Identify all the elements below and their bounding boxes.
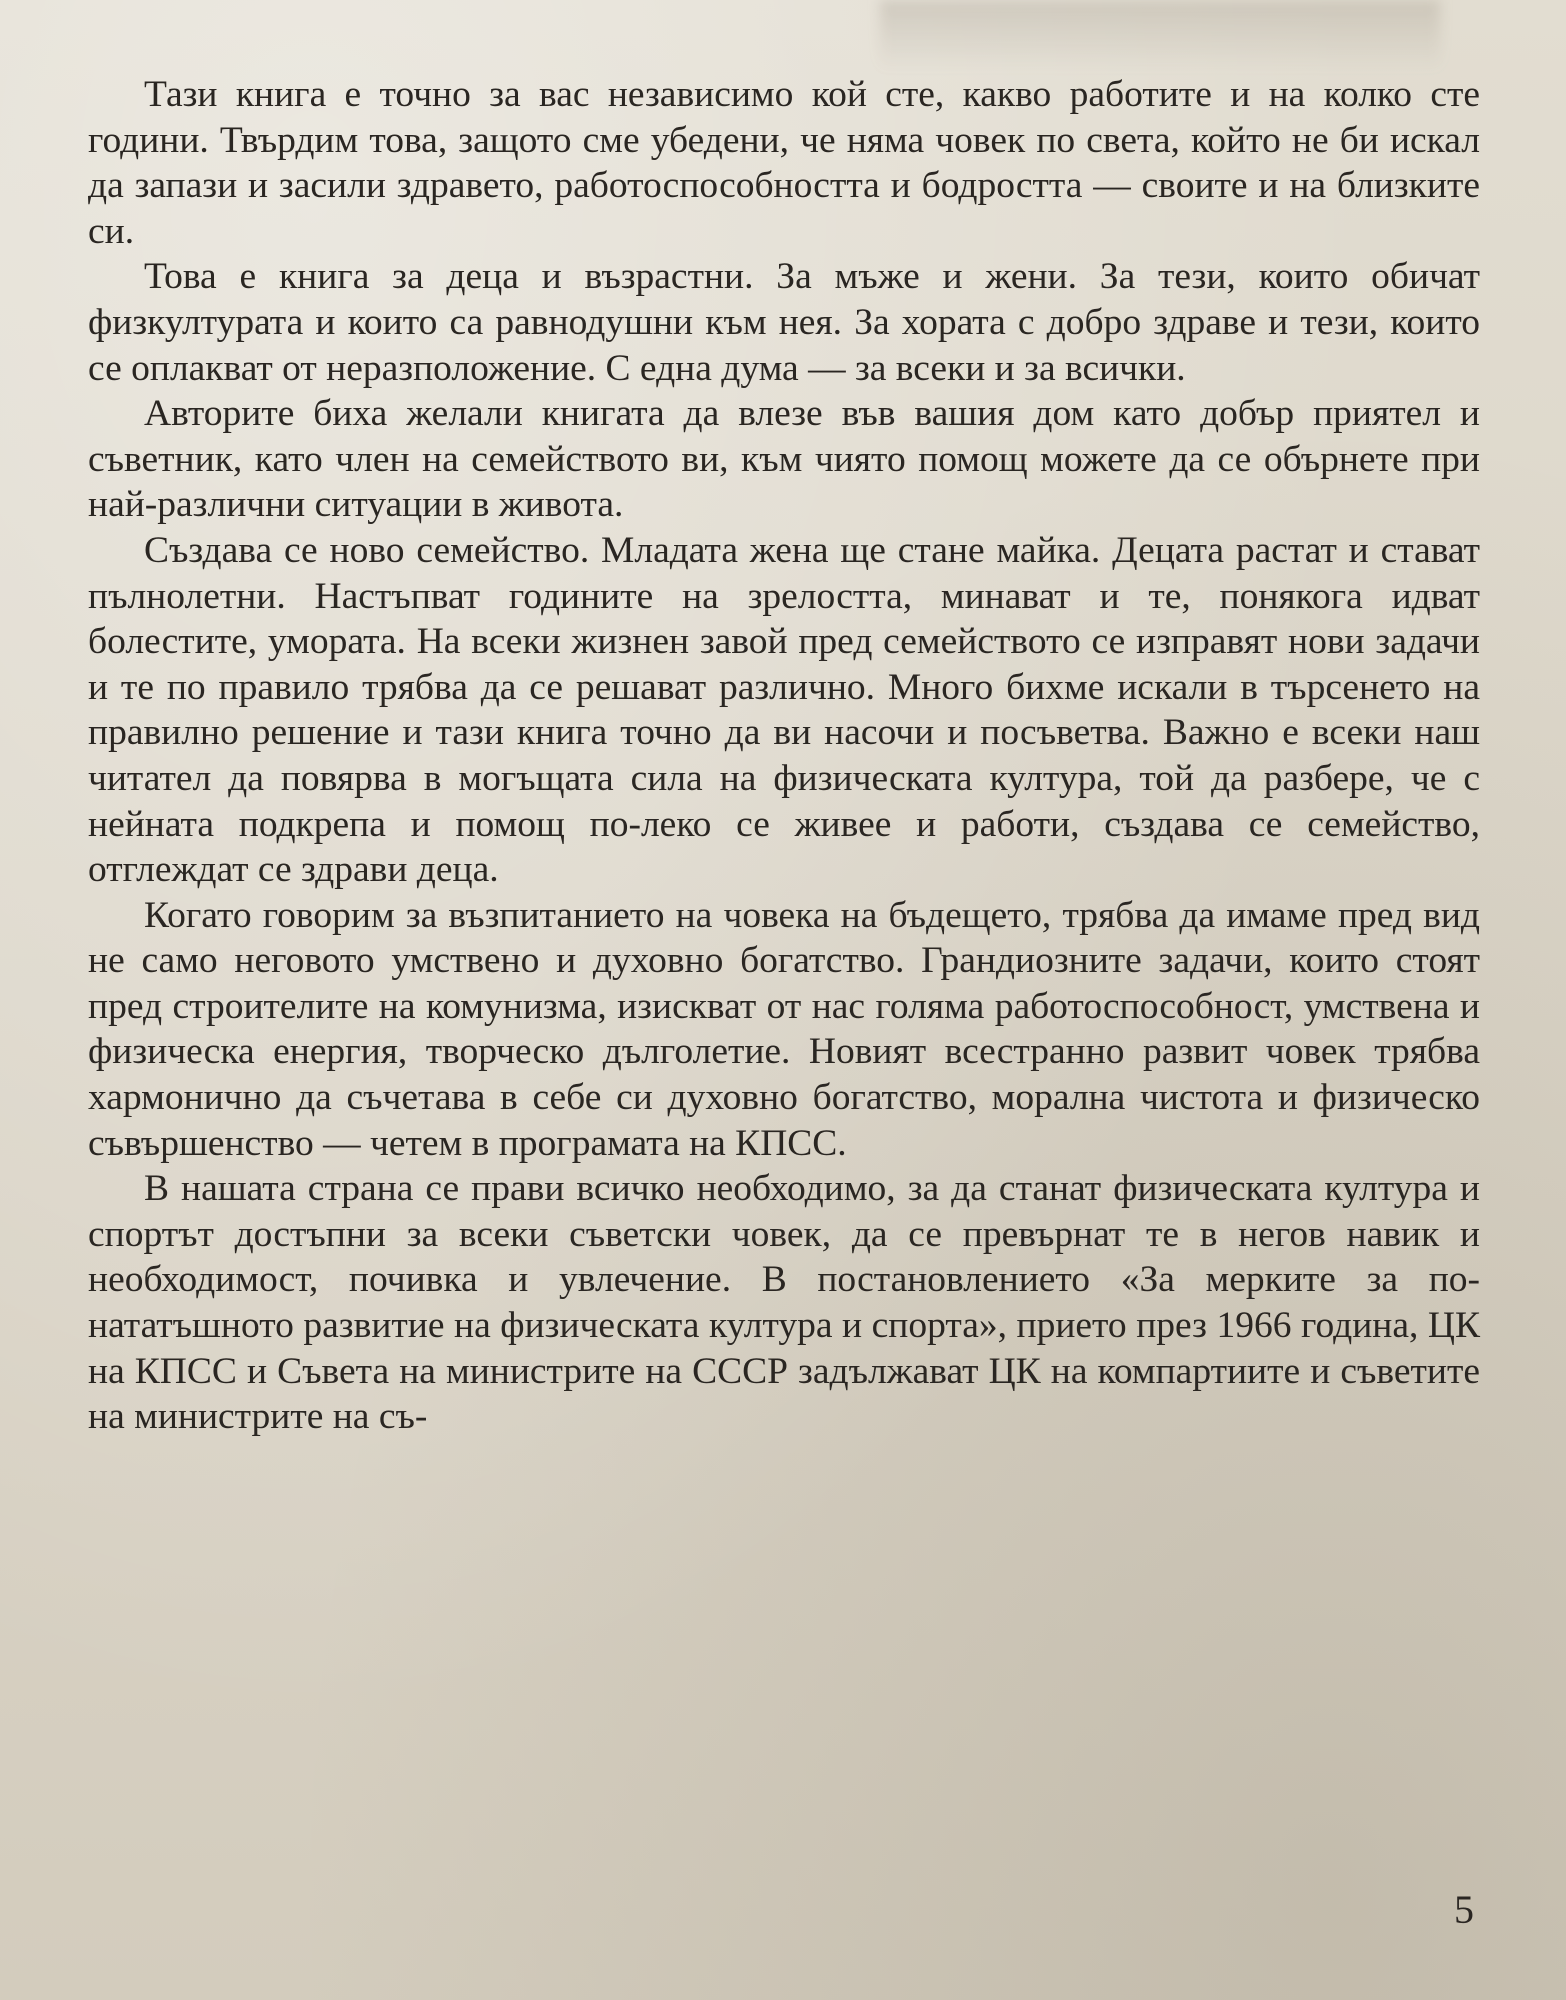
paragraph-2: Това е книга за деца и възрастни. За мъже и жени. За тези, които обичат физкултурата и които са равнодушни към нея. За хората с добро здраве и тези, които се оплакват от неразположение. С една дума — за всеки и за всички. [88, 256, 1480, 389]
paragraph-1: Тази книга е точно за вас независимо кой сте, какво работите и на колко сте години. Твърдим това, защото сме убедени, че няма човек по света, който не би искал да запази и засили здравето, работоспособността и бодростта — своите и на близките си. [88, 74, 1480, 252]
paragraph-6: В нашата страна се прави всичко необходимо, за да станат физическата култура и спортът достъпни за всеки съветски човек, да се превърнат те в негов навик и необходимост, почивка и увлечение. В постановлението «За мерките за по-нататъшното развитие на физическата култура и спорта», прието през 1966 година, ЦК на КПСС и Съвета на министрите на СССР задължават ЦК на компартиите и съветите на министрите на съ- [88, 1168, 1480, 1438]
page-number: 5 [1454, 1887, 1474, 1932]
paragraph-3: Авторите биха желали книгата да влезе във вашия дом като добър приятел и съветник, като член на семейството ви, към чиято помощ можете да се обърнете при най-различни ситуации в живота. [88, 393, 1480, 526]
paragraph-5: Когато говорим за възпитанието на човека на бъдещето, трябва да имаме пред вид не само неговото умствено и духовно богатство. Грандиозните задачи, които стоят пред строителите на комунизма, изискват от нас голяма работоспособност, умствена и физическа енергия, творческо дълголетие. Новият всестранно развит човек трябва хармонично да съчетава в себе си духовно богатство, морална чистота и физическо съвършенство — четем в програмата на КПСС. [88, 894, 1480, 1164]
paragraph-4: Създава се ново семейство. Младата жена ще стане майка. Децата растат и стават пълнолетни. Настъпват годините на зрелостта, минават и те, понякога идват болестите, умората. На всеки жизнен завой пред семейството се изправят нови задачи и те по правило трябва да се решават различно. Много бихме искали в търсенето на правилно решение и тази книга точно да ви насочи и посъветва. Важно е всеки наш читател да повярва в могъщата сила на физическата култура, той да разбере, че с нейната подкрепа и помощ по-леко се живее и работи, създава се семейство, отглеждат се здрави деца. [88, 529, 1480, 891]
body-text [88, 72, 1480, 1440]
show-through-bleed [880, 0, 1440, 70]
